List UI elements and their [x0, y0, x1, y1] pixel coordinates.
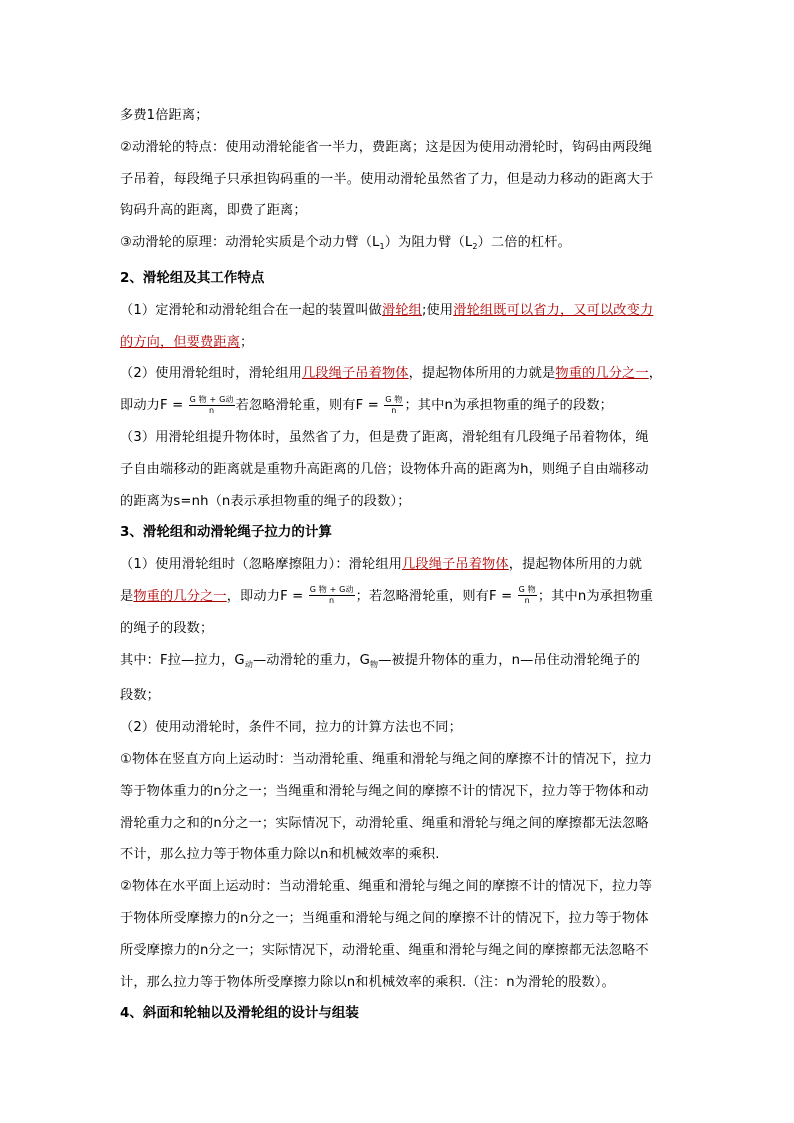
text-line: 其中：F拉—拉力，$G_动—$动滑轮的重力，$G_物—$被提升物体的重力，n—吊住动滑轮绳子的 — [120, 652, 641, 669]
fraction-numerator: G 物 — [385, 394, 403, 404]
highlight-term: 物重的几分之一 — [555, 366, 649, 382]
text-line: 于物体所受摩擦力的n分之一；当绳重和滑轮与绳之间的摩擦不计的情况下，拉力等于物体 — [120, 910, 649, 926]
highlight-term: 几段绳子吊着物体 — [301, 366, 409, 382]
text-line: 计，那么拉力等于物体所受摩擦力除以n和机械效率的乘积.（注：n为滑轮的股数）。 — [120, 974, 615, 990]
text-line: 等于物体重力的n分之一；当绳重和滑轮与绳之间的摩擦不计的情况下，拉力等于物体和动 — [120, 783, 649, 799]
text-line: 子吊着，每段绳子只承担钩码重的一半。使用动滑轮虽然省了力，但是动力移动的距离大于 — [120, 171, 654, 187]
text-line: （1）使用滑轮组时（忽略摩擦阻力）：滑轮组用几段绳子吊着物体，提起物体所用的力就 — [120, 557, 643, 573]
text-line: 是物重的几分之一，即动力F = $\frac{\text{G 物 + G动}}{n}$ ；若忽略滑轮重，则有F = $\frac{\text{G 物}}{n}$ ；其中n为承担物重 — [120, 585, 654, 606]
fraction-formula — [384, 396, 403, 415]
highlight-term: 滑轮组既可以省力，又可以改变力 — [453, 302, 654, 318]
fraction-numerator: G 物 + G动 — [309, 585, 354, 595]
fraction-denominator: n — [391, 405, 397, 415]
fraction-formula — [189, 396, 235, 415]
text-line: 子自由端移动的距离就是重物升高距离的几倍；设物体升高的距离为h，则绳子自由端移动 — [120, 461, 649, 477]
text-line: 所受摩擦力的n分之一；实际情况下，动滑轮重、绳重和滑轮与绳之间的摩擦都无法忽略不 — [120, 942, 649, 958]
fraction-numerator: G 物 + G动 — [189, 394, 234, 404]
text-line: ②动滑轮的特点：使用动滑轮能省一半力，费距离；这是因为使用动滑轮时，钩码由两段绳 — [120, 139, 653, 155]
text-line: （3）用滑轮组提升物体时，虽然省了力，但是费了距离，滑轮组有几段绳子吊着物体，绳 — [120, 429, 649, 445]
subscript: 2 — [472, 242, 478, 252]
section-heading: 3、滑轮组和动滑轮绳子拉力的计算 — [120, 524, 332, 541]
text-line: ①物体在竖直方向上运动时：当动滑轮重、绳重和滑轮与绳之间的摩擦不计的情况下，拉力 — [120, 751, 653, 767]
subscript: 动 — [244, 659, 253, 669]
text-line: ③动滑轮的原理：动滑轮实质是个动力臂$(L_1)$为阻力臂$(L_2)$二倍的杠杆。 — [120, 235, 571, 252]
text-line: （1）定滑轮和动滑轮组合在一起的装置叫做滑轮组;使用滑轮组既可以省力，又可以改变力 — [120, 302, 654, 318]
text-line: （2）使用动滑轮时，条件不同，拉力的计算方法也不同； — [120, 720, 462, 736]
text-line: 钩码升高的距离，即费了距离； — [120, 203, 307, 219]
highlight-term: 滑轮组 — [381, 302, 422, 318]
subscript: 物 — [370, 659, 379, 669]
text-line: 滑轮重力之和的n分之一；实际情况下，动滑轮重、绳重和滑轮与绳之间的摩擦都无法忽略 — [120, 815, 649, 831]
document-page — [120, 100, 680, 1030]
fraction-formula — [518, 586, 537, 605]
text-line: ②物体在水平面上运动时：当动滑轮重、绳重和滑轮与绳之间的摩擦不计的情况下，拉力等 — [120, 879, 653, 895]
text-line: 的方向，但要费距离； — [120, 334, 254, 350]
text-line: （2）使用滑轮组时，滑轮组用几段绳子吊着物体，提起物体所用的力就是物重的几分之一， — [120, 366, 663, 382]
text-line: 多费1倍距离； — [120, 108, 209, 123]
text-line: 的绳子的段数； — [120, 620, 214, 636]
highlight-term: 的方向，但要费距离 — [120, 334, 241, 350]
text-line: 不计，那么拉力等于物体重力除以n和机械效率的乘积. — [120, 847, 440, 863]
section-heading: 2、滑轮组及其工作特点 — [120, 269, 265, 286]
text-line: 即动力F = $\frac{\text{G 物 + G动}}{n}$ 若忽略滑轮重，则有F = $\frac{\text{G 物}}{n}$ ；其中n为承担物重的绳子的段数； — [120, 394, 614, 415]
fraction-numerator: G 物 — [518, 585, 536, 595]
fraction-denominator: n — [329, 596, 335, 606]
fraction-denominator: n — [208, 405, 215, 415]
text-line: 的距离为s=nh（n表示承担物重的绳子的段数）； — [120, 493, 411, 509]
subscript: 1 — [379, 242, 385, 252]
fraction-formula — [309, 586, 355, 605]
highlight-term: 物重的几分之一 — [133, 588, 227, 604]
fraction-denominator: n — [524, 596, 530, 606]
text-line: 段数； — [120, 688, 161, 704]
section-heading: 4、斜面和轮轴以及滑轮组的设计与组装 — [120, 1005, 359, 1022]
highlight-term: 几段绳子吊着物体 — [402, 557, 509, 573]
